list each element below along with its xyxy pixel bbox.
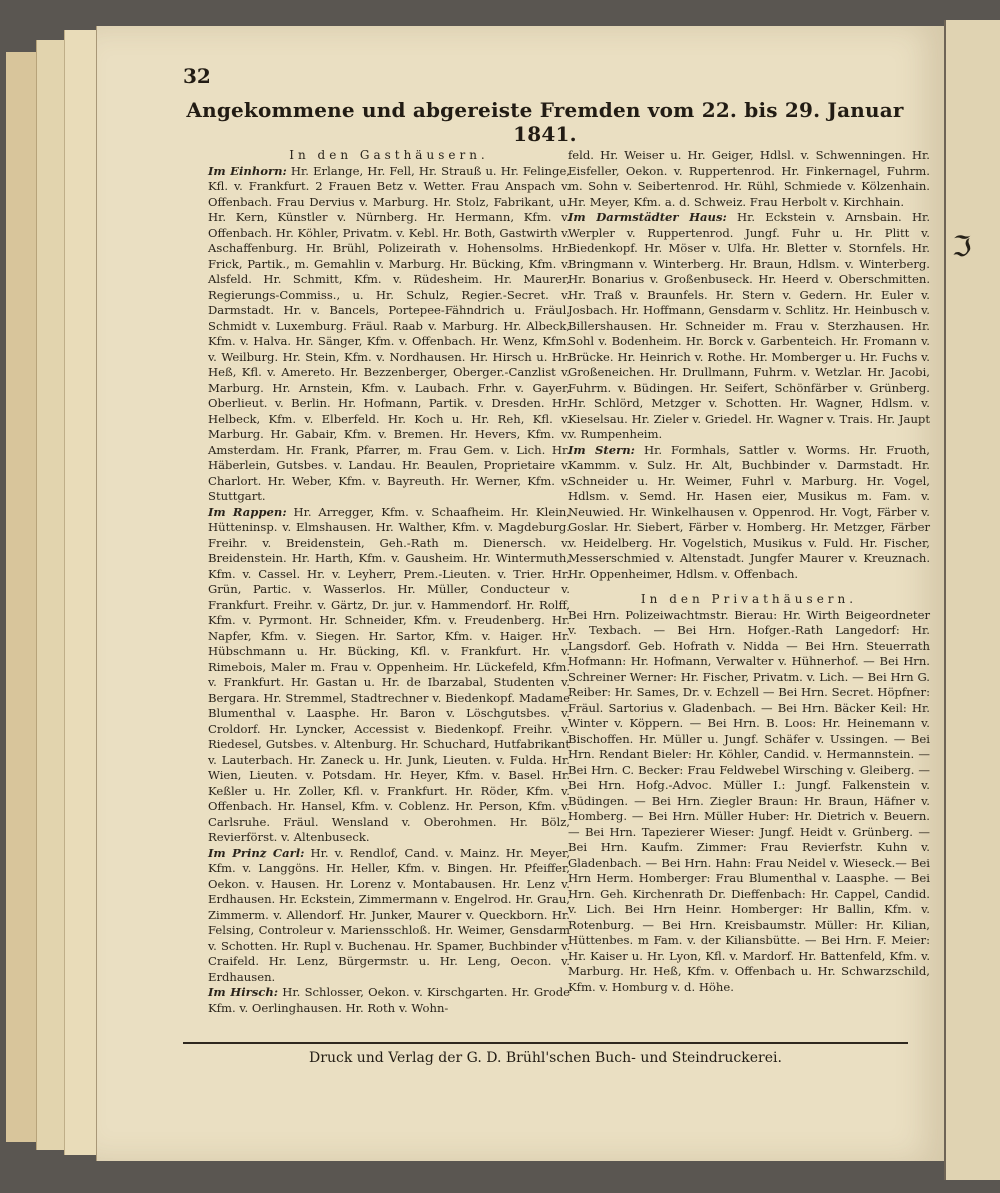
guest-list: Hr. Arregger, Kfm. v. Schaafheim. Hr. Klein, Hütteninsp. v. Elmshausen. Hr. Walther, Kfm. v. Magdeburg. Freihr. v. Breidenstein, Geh.-Rath m. Dienersch. v. Breidenstein. Hr. Harth, Kfm. v. Gausheim. Hr. Wintermuth, Kfm. v. Cassel. Hr. v. Leyherr, Prem.-Lieuten. v. Trier. Hr. Grün, Partic. v. Wasserlos. Hr. Müller, Conducteur v. Frankfurt. Freihr. v. Gärtz, Dr. jur. v. Hammendorf. Hr. Rolff, Kfm. v. Pyrmont. Hr. Schneider, Kfm. v. Freudenberg. Hr. Napfer, Kfm. v. Siegen. Hr. Sartor, Kfm. v. Haiger. Hr. Hübschmann u. Hr. Bücking, Kfl. v. Frankfurt. Hr. v. Rimebois, Maler m. Frau v. Oppenheim. Hr. Lückefeld, Kfm. v. Frankfurt. Hr. Gastan u. Hr. de Ibarzabal, Studenten v. Bergara. Hr. Stremmel, Stadtrechner v. Biedenkopf. Madame Blumenthal v. Laasphe. Hr. Baron v. Löschgutsbes. v. Croldorf. Hr. Lyncker, Accessist v. Biedenkopf. Freihr. v. Riedesel, Gutsbes. v. Altenburg. Hr. Schuchard, Hutfabrikant v. Lauterbach. Hr. Zaneck u. Hr. Junk, Lieuten. v. Fulda. Hr. Wien, Lieuten. v. Potsdam. Hr. Heyer, Kfm. v. Basel. Hr. Keßler u. Hr. Zoller, Kfl. v. Frankfurt. Hr. Röder, Kfm. v. Offenbach. Hr. Hansel, Kfm. v. Coblenz. Hr. Person, Kfm. v. Carlsruhe. Fräul. Wensland v. Oberohmen. Hr. Bölz, Revierförst. v. Altenbuseck. [208, 504, 570, 844]
inn-label: Im Hirsch: [208, 985, 279, 999]
list-item [208, 985, 570, 1016]
guest-list: Hr. Eckstein v. Arnsbain. Hr. Werpler v. Ruppertenrod. Jungf. Fuhr u. Hr. Plitt v. Biedenkopf. Hr. Möser v. Ulfa. Hr. Bletter v. Stornfels. Hr. Bringmann v. Winterberg. Hr. Braun, Hdlsm. v. Winterberg. Hr. Bonarius v. Großenbuseck. Hr. Heerd v. Oberschmitten. Hr. Traß v. Braunfels. Hr. Stern v. Gedern. Hr. Euler v. Josbach. Hr. Hoffmann, Gensdarm v. Schlitz. Hr. Heinbusch v. Billershausen. Hr. Schneider m. Frau v. Sterzhausen. Hr. Sohl v. Bodenheim. Hr. Borck v. Garbenteich. Hr. Fromann v. Brücke. Hr. Heinrich v. Rothe. Hr. Momberger u. Hr. Fuchs v. Großeneichen. Hr. Drullmann, Fuhrm. v. Wetzlar. Hr. Jacobi, Fuhrm. v. Büdingen. Hr. Seifert, Schönfärber v. Grünberg. Hr. Schlörd, Metzger v. Schotten. Hr. Wagner, Hdlsm. v. Kieselsau. Hr. Zieler v. Griedel. Hr. Wagner v. Trais. Hr. Jaupt v. Rumpenheim. [568, 210, 931, 441]
inn-label: Im Einhorn: [208, 163, 287, 178]
guest-list: Hr. Formhals, Sattler v. Worms. Hr. Fruoth, Kammm. v. Sulz. Hr. Alt, Buchbinder v. Darmstadt. Hr. Schneider u. Hr. Weimer, Fuhrl v. Marburg. Hr. Vogel, Hdlsm. v. Semd. Hr. Hasen eier, Musikus m. Fam. v. Neuwied. Hr. Winkelhausen v. Oppenrod. Hr. Vogt, Färber v. Goslar. Hr. Siebert, Färber v. Homberg. Hr. Metzger, Färber v. Heidelberg. Hr. Vogelstich, Musikus v. Fuld. Hr. Fischer, Messerschmied v. Altenstadt. Jungfer Maurer v. Kreuznach. Hr. Oppenheimer, Hdlsm. v. Offenbach. [568, 442, 930, 581]
list-item [568, 148, 930, 210]
list-item [208, 164, 570, 505]
left-column [208, 148, 570, 1016]
guest-list: Hr. Erlange, Hr. Fell, Hr. Strauß u. Hr. Felinge, Kfl. v. Frankfurt. 2 Frauen Betz v. Wetter. Frau Anspach v. Offenbach. Frau Dervius v. Marburg. Hr. Stolz, Fabrikant, u. Hr. Kern, Künstler v. Nürnberg. Hr. Hermann, Kfm. v. Offenbach. Hr. Köhler, Privatm. v. Kebl. Hr. Both, Gastwirth v. Aschaffenburg. Hr. Brühl, Polizeirath v. Hohensolms. Hr. Frick, Partik., m. Gemahlin v. Marburg. Hr. Bücking, Kfm. v. Alsfeld. Hr. Schmitt, Kfm. v. Rüdesheim. Hr. Maurer, Regierungs-Commiss., u. Hr. Schulz, Regier.-Secret. v. Darmstadt. Hr. v. Bancels, Portepee-Fähndrich u. Fräul. Schmidt v. Luxemburg. Fräul. Raab v. Marburg. Hr. Albeck, Kfm. v. Halva. Hr. Sänger, Kfm. v. Offenbach. Hr. Wenz, Kfm. v. Weilburg. Hr. Stein, Kfm. v. Nordhausen. Hr. Hirsch u. Hr. Heß, Kfl. v. Amereto. Hr. Bezzenberger, Oberger.-Canzlist v. Marburg. Hr. Arnstein, Kfm. v. Laubach. Frhr. v. Gayer, Oberlieut. v. Berlin. Hr. Hofmann, Partik. v. Dresden. Hr. Helbeck, Kfm. v. Elberfeld. Hr. Koch u. Hr. Reh, Kfl. v. Marburg. Hr. Gabair, Kfm. v. Bremen. Hr. Hevers, Kfm. v. Amsterdam. Hr. Frank, Pfarrer, m. Frau Gem. v. Lich. Hr. Häberlein, Gutsbes. v. Landau. Hr. Beaulen, Proprietaire v. Charlort. Hr. Weber, Kfm. v. Bayreuth. Hr. Werner, Kfm. v. Stuttgart. [208, 163, 570, 503]
inn-label: Im Darmstädter Haus: [568, 210, 727, 224]
inn-label: Im Rappen: [208, 504, 287, 519]
inn-label: Im Prinz Carl: [208, 845, 305, 860]
inn-label: Im Stern: [568, 442, 635, 457]
section-heading: In den Privathäusern. [640, 592, 858, 606]
page-title: Angekommene und abgereiste Fremden vom 22. bis 29. Januar 1841. [186, 98, 904, 146]
list-item [208, 505, 570, 846]
section-heading: In den Gasthäusern. [289, 148, 489, 162]
list-item [568, 210, 930, 443]
list-item [208, 846, 570, 986]
guest-list: Hr. v. Rendlof, Cand. v. Mainz. Hr. Meyer, Kfm. v. Langgöns. Hr. Heller, Kfm. v. Bingen. Hr. Pfeiffer, Oekon. v. Hausen. Hr. Lorenz v. Montabausen. Hr. Lenz v. Erdhausen. Hr. Eckstein, Zimmermann v. Engelrod. Hr. Grau, Zimmerm. v. Allendorf. Hr. Junker, Maurer v. Queckborn. Hr. Felsing, Controleur v. Mariensschloß. Hr. Weimer, Gensdarm v. Schotten. Hr. Rupl v. Buchenau. Hr. Spamer, Buchbinder v. Craifeld. Hr. Lenz, Bürgermstr. u. Hr. Leng, Oecon. v. Erdhausen. [208, 845, 571, 984]
guest-list: Hr. Schlosser, Oekon. v. Kirschgarten. Hr. Grode Kfm. v. Oerlinghausen. Hr. Roth v. Wohn- [208, 985, 570, 1015]
list-item [568, 443, 930, 583]
imprint: Druck und Verlag der G. D. Brühl'schen Buch- und Steindruckerei. [309, 1050, 782, 1066]
facing-page-edge: ℑ [944, 20, 1000, 1180]
right-column [568, 148, 930, 995]
guest-list: feld. Hr. Weiser u. Hr. Geiger, Hdlsl. v. Schwenningen. Hr. Eisfeller, Oekon. v. Ruppertenrod. Hr. Finkernagel, Fuhrm. m. Sohn v. Seibertenrod. Hr. Rühl, Schmiede v. Kölzenhain. Hr. Meyer, Kfm. a. d. Schweiz. Frau Herbolt v. Kirchhain. [568, 148, 930, 209]
footer-rule [183, 1042, 908, 1044]
private-houses-list: Bei Hrn. Polizeiwachtmstr. Bierau: Hr. Wirth Beigeordneter v. Texbach. — Bei Hrn. Hofger.-Rath Langedorf: Hr. Langsdorf. Geb. Hofrath v. Nidda — Bei Hrn. Steuerrath Hofmann: Hr. Hofmann, Verwalter v. Hühnerhof. — Bei Hrn. Schreiner Werner: Hr. Fischer, Privatm. v. Lich. — Bei Hrn G. Reiber: Hr. Sames, Dr. v. Echzell — Bei Hrn. Secret. Höpfner: Fräul. Sartorius v. Gladenbach. — Bei Hrn. Bäcker Keil: Hr. Winter v. Köppern. — Bei Hrn. B. Loos: Hr. Heinemann v. Bischoffen. Hr. Müller u. Jungf. Schäfer v. Ussingen. — Bei Hrn. Rendant Bieler: Hr. Köhler, Candid. v. Hermannstein. — Bei Hrn. C. Becker: Frau Feldwebel Wirsching v. Gleiberg. — Bei Hrn. Hofg.-Advoc. Müller I.: Jungf. Falkenstein v. Büdingen. — Bei Hrn. Ziegler Braun: Hr. Braun, Häfner v. Homberg. — Bei Hrn. Müller Huber: Hr. Dietrich v. Beuern. — Bei Hrn. Tapezierer Wieser: Jungf. Heidt v. Grünberg. — Bei Hrn. Kaufm. Zimmer: Frau Revierfstr. Kuhn v. Gladenbach. — Bei Hrn. Hahn: Frau Neidel v. Wieseck.— Bei Hrn Herm. Homberger: Frau Blumenthal v. Laasphe. — Bei Hrn. Geh. Kirchenrath Dr. Dieffenbach: Hr. Cappel, Candid. v. Lich. Bei Hrn Heinr. Homberger: Hr Ballin, Kfm. v. Rotenburg. — Bei Hrn. Kreisbaumstr. Müller: Hr. Kilian, Hüttenbes. m Fam. v. der Kiliansbütte. — Bei Hrn. F. Meier: Hr. Kaiser u. Hr. Lyon, Kfl. v. Mardorf. Hr. Battenfeld, Kfm. v. Marburg. Hr. Heß, Kfm. v. Offenbach u. Hr. Schwarzschild, Kfm. v. Homburg v. d. Höhe. [568, 607, 930, 994]
page-number: 32 [183, 64, 211, 88]
